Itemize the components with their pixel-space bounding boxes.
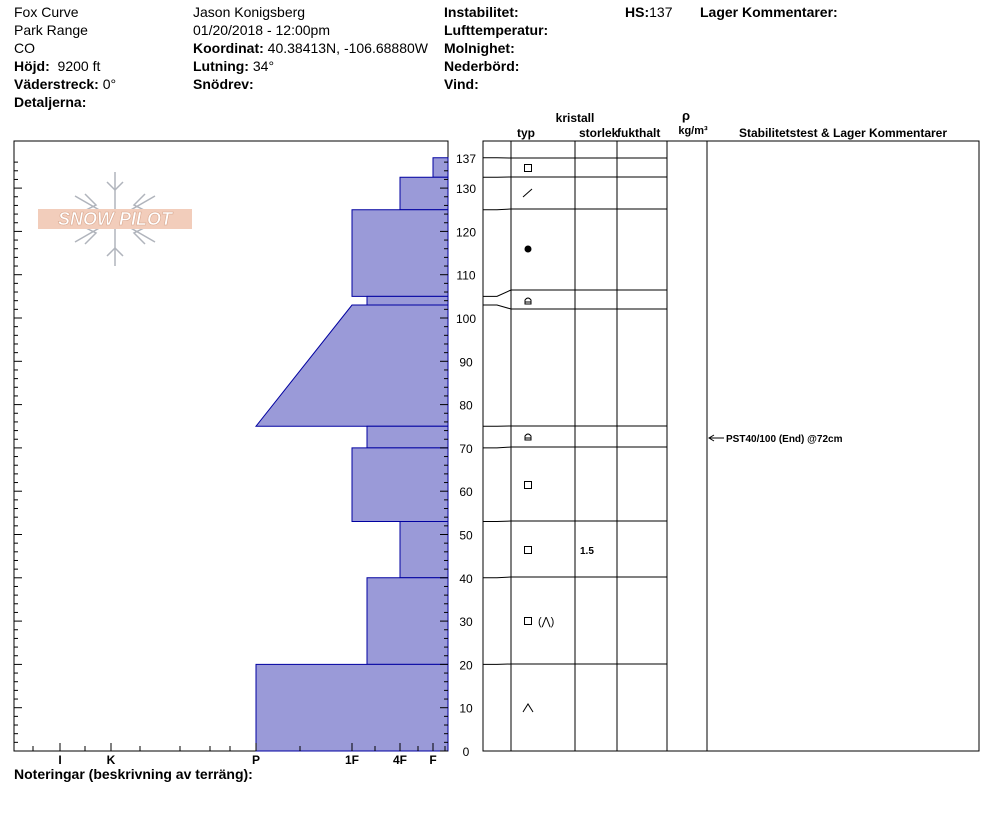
profile-layer-9 [256, 664, 448, 751]
profile-layer-4 [256, 305, 448, 426]
crystal-symbol-8 [523, 704, 533, 712]
depth-hoar-icon [523, 704, 533, 712]
slope-value: 34° [252, 58, 275, 74]
coordinates-label: Koordinat: [193, 40, 264, 56]
hardness-tick-label: K [106, 753, 116, 767]
crystal-symbol-2 [525, 246, 532, 253]
profile-layer-5 [367, 426, 448, 448]
melt-freeze-crystal-icon [525, 246, 532, 253]
density-rho-header: ρ [681, 108, 691, 123]
depth-connector [483, 521, 511, 522]
profile-layer-2 [352, 210, 448, 297]
crystal-symbol-4 [525, 434, 531, 440]
hardness-tick-label: 1F [344, 753, 360, 767]
crystal-size-label: 1.5 [580, 546, 594, 557]
depth-tick-label: 10 [459, 701, 473, 716]
depth-tick-label: 40 [459, 571, 473, 586]
secondary-crystal-label: (⋀) [538, 616, 555, 628]
profile-layer-1 [400, 177, 448, 209]
depth-connector [483, 209, 511, 210]
crystal-symbol-3 [525, 298, 531, 304]
surface-hoar-icon [525, 434, 531, 440]
layer-comments-label: Lager Kommentarer: [700, 4, 838, 20]
hardness-profile [256, 158, 448, 751]
stability-tests [709, 434, 843, 445]
depth-tick-label: 30 [459, 615, 473, 630]
profile-layer-7 [400, 522, 448, 578]
depth-tick-label: 120 [455, 225, 477, 240]
snow-height-value: 137 [649, 4, 673, 20]
depth-connector [483, 290, 511, 296]
crystal-symbol-6 [525, 546, 595, 557]
sky-cover-label: Molnighet: [444, 40, 515, 56]
depth-tick-label: 90 [459, 355, 473, 370]
snow-pilot-logo [38, 172, 192, 266]
size-header: storlek [579, 126, 619, 140]
profile-layer-8 [367, 578, 448, 665]
snow-height-label: HS: [625, 4, 650, 20]
moisture-header: fukthalt [617, 126, 661, 140]
notes-label: Noteringar (beskrivning av terräng): [14, 766, 253, 782]
aspect-label: Väderstreck: [14, 76, 99, 92]
crystal-symbol-7 [525, 616, 555, 628]
depth-tick-label: 80 [459, 398, 473, 413]
depth-connector [483, 447, 511, 448]
depth-connector [483, 577, 511, 578]
depth-tick-label: 0 [462, 745, 470, 759]
slope-label: Lutning: [193, 58, 249, 74]
decomposing-crystal-icon [523, 189, 532, 197]
depth-tick-label: 130 [455, 182, 477, 197]
mountain-range: Park Range [14, 22, 88, 38]
logo-text: SNOW PILOT [58, 209, 172, 229]
density-unit-header: kg/m³ [678, 125, 708, 137]
depth-tick-label: 20 [459, 658, 473, 673]
crystal-symbol-5 [525, 482, 532, 489]
drift-label: Snödrev: [193, 76, 254, 92]
depth-tick-label: 137 [455, 151, 477, 166]
elevation-label: Höjd: [14, 58, 50, 74]
faceted-crystal-icon [525, 547, 532, 554]
depth-tick-label: 100 [455, 312, 477, 326]
faceted-crystal-icon [525, 165, 532, 172]
observer: Jason Konigsberg [193, 4, 306, 20]
hardness-tick-label: F [429, 753, 437, 767]
observation-datetime: 01/20/2018 - 12:00pm [193, 22, 330, 38]
profile-layer-0 [433, 158, 448, 177]
surface-hoar-icon [525, 298, 531, 304]
aspect-value: 0° [102, 76, 117, 92]
state: CO [14, 40, 35, 56]
air-temperature-label: Lufttemperatur: [444, 22, 549, 38]
profile-layer-6 [352, 448, 448, 522]
depth-tick-label: 110 [456, 268, 476, 283]
wind-label: Vind: [444, 76, 479, 92]
elevation-value: 9200 ft [57, 58, 101, 74]
crystal-header: kristall [555, 111, 595, 125]
precipitation-label: Nederbörd: [444, 58, 520, 74]
location-name: Fox Curve [14, 4, 79, 20]
faceted-crystal-icon [525, 482, 532, 489]
hardness-tick-label: P [251, 753, 261, 767]
stability-test-label: PST40/100 (End) @72cm [726, 434, 843, 445]
layer-table-frame [483, 141, 979, 751]
stability-header: Stabilitetstest & Lager Kommentarer [738, 126, 948, 140]
depth-tick-label: 60 [459, 485, 473, 500]
depth-connector [483, 305, 511, 309]
type-header: typ [517, 126, 535, 140]
crystal-symbol-1 [523, 189, 532, 197]
hardness-tick-label: I [58, 753, 62, 767]
coordinates-value: 40.38413N, -106.68880W [267, 40, 428, 56]
faceted-crystal-icon [525, 618, 532, 625]
depth-tick-label: 70 [459, 441, 473, 456]
instability-label: Instabilitet: [444, 4, 519, 20]
hardness-tick-label: 4F [392, 753, 408, 767]
crystal-symbol-0 [525, 165, 532, 172]
depth-tick-label: 50 [459, 528, 473, 543]
details-label: Detaljerna: [14, 94, 87, 110]
profile-layer-3 [367, 296, 448, 305]
